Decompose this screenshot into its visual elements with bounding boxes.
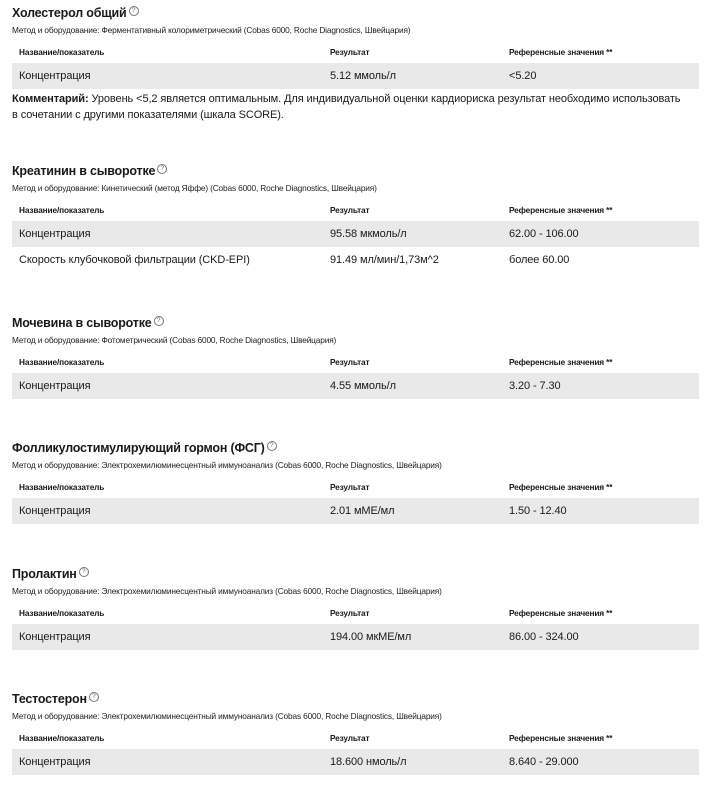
test-section-testosterone — [12, 691, 699, 775]
row-name: Концентрация — [19, 756, 91, 768]
column-header-reference: Референсные значения ** — [509, 482, 613, 492]
column-header-name: Название/показатель — [19, 47, 105, 57]
section-title — [12, 315, 699, 331]
column-header-result: Результат — [330, 47, 370, 57]
column-header-result: Результат — [330, 482, 370, 492]
method-text: Метод и оборудование: Электрохемилюминесцентный иммуноанализ (Cobas 6000, Roche Diagnostics, Швейцария) — [12, 460, 442, 470]
method-text: Метод и оборудование: Кинетический (метод Яффе) (Cobas 6000, Roche Diagnostics, Швейцария) — [12, 183, 377, 193]
help-circle-icon[interactable]: ? — [129, 6, 139, 16]
table-header — [12, 607, 699, 619]
section-title-text: Пролактин — [12, 567, 77, 581]
column-header-result: Результат — [330, 733, 370, 743]
table-row — [12, 498, 699, 524]
help-circle-icon[interactable]: ? — [157, 164, 167, 174]
row-reference: 86.00 - 324.00 — [509, 631, 579, 643]
help-circle-icon[interactable]: ? — [154, 316, 164, 326]
column-header-name: Название/показатель — [19, 482, 105, 492]
test-section-prolactin — [12, 566, 699, 650]
row-result: 95.58 мкмоль/л — [330, 228, 407, 240]
test-section-cholesterol — [12, 5, 699, 123]
column-header-name: Название/показатель — [19, 205, 105, 215]
section-title — [12, 163, 699, 179]
column-header-name: Название/показатель — [19, 733, 105, 743]
table-row — [12, 247, 699, 273]
help-circle-icon[interactable]: ? — [267, 441, 277, 451]
table-row — [12, 624, 699, 650]
test-section-urea — [12, 315, 699, 399]
table-header — [12, 732, 699, 744]
table-row — [12, 221, 699, 247]
row-result: 194.00 мкМЕ/мл — [330, 631, 412, 643]
method-text: Метод и оборудование: Электрохемилюминесцентный иммуноанализ (Cobas 6000, Roche Diagnostics, Швейцария) — [12, 586, 442, 596]
table-row — [12, 373, 699, 399]
help-circle-icon[interactable]: ? — [89, 692, 99, 702]
section-title — [12, 566, 699, 582]
table-row — [12, 749, 699, 775]
row-reference: 3.20 - 7.30 — [509, 380, 561, 392]
method-text: Метод и оборудование: Электрохемилюминесцентный иммуноанализ (Cobas 6000, Roche Diagnostics, Швейцария) — [12, 711, 442, 721]
column-header-name: Название/показатель — [19, 357, 105, 367]
table-header — [12, 356, 699, 368]
section-title-text: Холестерол общий — [12, 6, 127, 20]
row-result: 91.49 мл/мин/1,73м^2 — [330, 254, 439, 266]
section-title-text: Фолликулостимулирующий гормон (ФСГ) — [12, 441, 265, 455]
help-circle-icon[interactable]: ? — [79, 567, 89, 577]
row-reference: 62.00 - 106.00 — [509, 228, 579, 240]
comment-text-line1: Уровень <5,2 является оптимальным. Для индивидуальной оценки кардиориска результат необходимо использовать — [88, 93, 681, 105]
column-header-reference: Референсные значения ** — [509, 205, 613, 215]
row-result: 4.55 ммоль/л — [330, 380, 396, 392]
row-reference: <5.20 — [509, 70, 537, 82]
table-header — [12, 46, 699, 58]
row-name: Концентрация — [19, 70, 91, 82]
table-row — [12, 63, 699, 89]
row-name: Концентрация — [19, 505, 91, 517]
comment-text-line2: в сочетании с другими показателями (шкала SCORE). — [12, 109, 284, 121]
row-name: Концентрация — [19, 228, 91, 240]
table-header — [12, 481, 699, 493]
comment-label: Комментарий: — [12, 93, 89, 105]
table-header — [12, 204, 699, 216]
section-title-text: Тестостерон — [12, 692, 87, 706]
row-result: 18.600 нмоль/л — [330, 756, 407, 768]
column-header-result: Результат — [330, 608, 370, 618]
row-result: 5.12 ммоль/л — [330, 70, 396, 82]
section-title-text: Креатинин в сыворотке — [12, 164, 156, 178]
column-header-result: Результат — [330, 357, 370, 367]
method-text: Метод и оборудование: Фотометрический (Cobas 6000, Roche Diagnostics, Швейцария) — [12, 335, 337, 345]
section-title — [12, 5, 699, 21]
column-header-name: Название/показатель — [19, 608, 105, 618]
column-header-reference: Референсные значения ** — [509, 357, 613, 367]
section-title — [12, 440, 699, 456]
method-text: Метод и оборудование: Ферментативный колориметрический (Cobas 6000, Roche Diagnostics, Швейцария) — [12, 25, 411, 35]
row-reference: более 60.00 — [509, 254, 570, 266]
column-header-reference: Референсные значения ** — [509, 47, 613, 57]
row-reference: 1.50 - 12.40 — [509, 505, 567, 517]
section-title-text: Мочевина в сыворотке — [12, 316, 152, 330]
test-section-creatinine — [12, 163, 699, 273]
column-header-reference: Референсные значения ** — [509, 608, 613, 618]
column-header-result: Результат — [330, 205, 370, 215]
section-title — [12, 691, 699, 707]
row-name: Концентрация — [19, 631, 91, 643]
comment — [12, 91, 699, 123]
row-name: Концентрация — [19, 380, 91, 392]
row-reference: 8.640 - 29.000 — [509, 756, 579, 768]
row-name: Скорость клубочковой фильтрации (CKD-EPI) — [19, 254, 250, 266]
row-result: 2.01 мМЕ/мл — [330, 505, 395, 517]
column-header-reference: Референсные значения ** — [509, 733, 613, 743]
test-section-fsh — [12, 440, 699, 524]
